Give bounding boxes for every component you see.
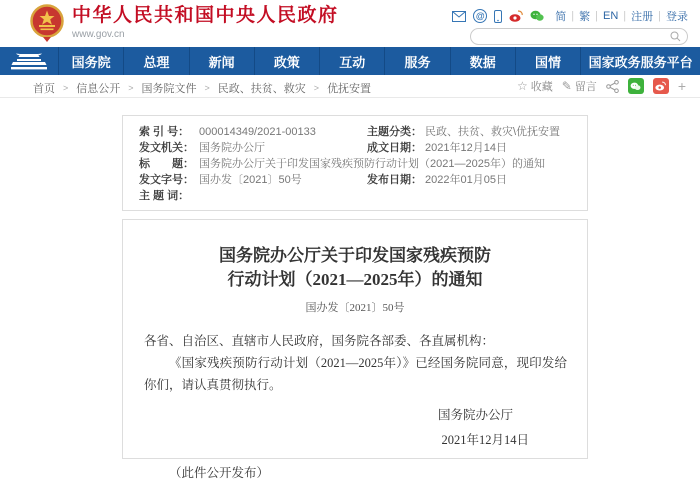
chevron-right-icon: > — [313, 83, 320, 93]
nav-interaction[interactable]: 互动 — [319, 47, 384, 75]
page-tools — [517, 78, 686, 94]
meta-publish-date-label: 发布日期： — [367, 174, 422, 186]
salutation: 各省、自治区、直辖市人民政府，国务院各部委、各直属机构： — [144, 334, 495, 348]
wechat-icon[interactable] — [530, 10, 544, 22]
nav-premier[interactable]: 总理 — [123, 47, 188, 75]
crumb-preferential-placement[interactable]: 优抚安置 — [327, 83, 372, 95]
signer: 国务院办公厅 — [437, 408, 513, 422]
meta-issuer-value: 国务院办公厅 — [199, 142, 265, 154]
site-logo[interactable] — [30, 4, 339, 42]
nav-data[interactable]: 数据 — [450, 47, 515, 75]
lang-traditional-link[interactable]: 繁 — [579, 11, 591, 23]
weibo-icon[interactable] — [509, 10, 523, 22]
logo-text — [72, 4, 339, 40]
search-input[interactable] — [477, 30, 670, 44]
meta-keywords-value — [199, 188, 571, 204]
nav-state-council[interactable]: 国务院 — [58, 47, 123, 75]
comment-button[interactable]: ✎ 留言 — [561, 79, 597, 93]
meta-keywords-label: 主 题 词： — [139, 190, 190, 202]
crumb-state-council-docs[interactable]: 国务院文件 — [141, 83, 197, 95]
body-paragraph: 《国家残疾预防行动计划（2021—2025年）》已经国务院同意，现印发给你们，请认真贯彻执行。 — [144, 356, 567, 392]
meta-publish-date-value: 2022年01月05日 — [425, 174, 507, 186]
meta-doc-no-value: 国办发〔2021〕50号 — [199, 174, 302, 186]
meta-category-label: 主题分类： — [367, 126, 422, 138]
share-icon[interactable] — [606, 80, 619, 93]
nav-national-conditions[interactable]: 国情 — [515, 47, 580, 75]
crumb-home[interactable]: 首页 — [33, 83, 55, 95]
meta-written-date-label: 成文日期： — [367, 142, 422, 154]
crumb-civil-affairs[interactable]: 民政、扶贫、救灾 — [217, 83, 306, 95]
meta-issuer-label: 发文机关： — [139, 142, 194, 154]
site-search — [470, 28, 688, 45]
document-title: 国务院办公厅关于印发国家残疾预防 行动计划（2021—2025年）的通知 — [219, 246, 491, 289]
document-metadata — [122, 115, 588, 211]
nav-news[interactable]: 新闻 — [189, 47, 254, 75]
mobile-icon[interactable] — [494, 10, 502, 23]
document-content — [122, 219, 588, 480]
lang-english-link[interactable]: EN — [603, 10, 619, 22]
lang-simplified-link[interactable]: 简 — [555, 11, 567, 23]
language-links: 简 | 繁 | EN | 注册 | 登录 — [555, 10, 688, 23]
main-nav — [0, 47, 700, 75]
meta-index-label: 索 引 号： — [139, 126, 190, 138]
wechat-share-icon[interactable] — [628, 78, 644, 94]
more-share-button[interactable]: + — [677, 78, 686, 94]
breadcrumb-bar — [0, 75, 700, 98]
register-link[interactable]: 注册 — [631, 11, 654, 23]
crumb-info-disclosure[interactable]: 信息公开 — [76, 83, 121, 95]
document-body — [144, 330, 567, 396]
breadcrumb — [33, 80, 371, 96]
nav-services[interactable]: 服务 — [384, 47, 449, 75]
nav-policy[interactable]: 政策 — [254, 47, 319, 75]
public-release-note: （此件公开发布） — [169, 466, 270, 480]
rss-at-icon[interactable]: @ — [473, 9, 487, 23]
login-link[interactable]: 登录 — [666, 11, 688, 23]
meta-written-date-value: 2021年12月14日 — [425, 142, 507, 154]
sign-date: 2021年12月14日 — [441, 433, 529, 447]
search-icon[interactable] — [670, 31, 681, 42]
mail-icon[interactable] — [452, 11, 466, 22]
meta-title-label: 标 题： — [139, 158, 194, 170]
favorite-button[interactable]: ☆ 收藏 — [516, 79, 553, 93]
site-title: 中华人民共和国中央人民政府 — [72, 5, 339, 26]
pencil-icon: ✎ — [561, 79, 572, 93]
meta-category-value: 民政、扶贫、救灾\优抚安置 — [425, 126, 561, 138]
national-emblem-icon — [30, 4, 64, 42]
tiananmen-home-icon[interactable] — [0, 47, 58, 75]
weibo-share-icon[interactable] — [653, 78, 669, 94]
chevron-right-icon: > — [63, 83, 69, 93]
meta-title-value: 国务院办公厅关于印发国家残疾预防行动计划（2021—2025年）的通知 — [199, 158, 545, 170]
nav-gov-service-platform[interactable]: 国家政务服务平台 — [580, 47, 700, 75]
document-number: 国办发〔2021〕50号 — [305, 302, 405, 314]
quick-links — [452, 8, 688, 24]
top-header — [0, 0, 700, 47]
chevron-right-icon: > — [128, 83, 134, 93]
site-url: www.gov.cn — [72, 29, 125, 40]
meta-doc-no-label: 发文字号： — [139, 174, 194, 186]
chevron-right-icon: > — [204, 83, 210, 93]
star-icon: ☆ — [516, 79, 528, 93]
meta-index-value: 000014349/2021-00133 — [199, 126, 316, 138]
